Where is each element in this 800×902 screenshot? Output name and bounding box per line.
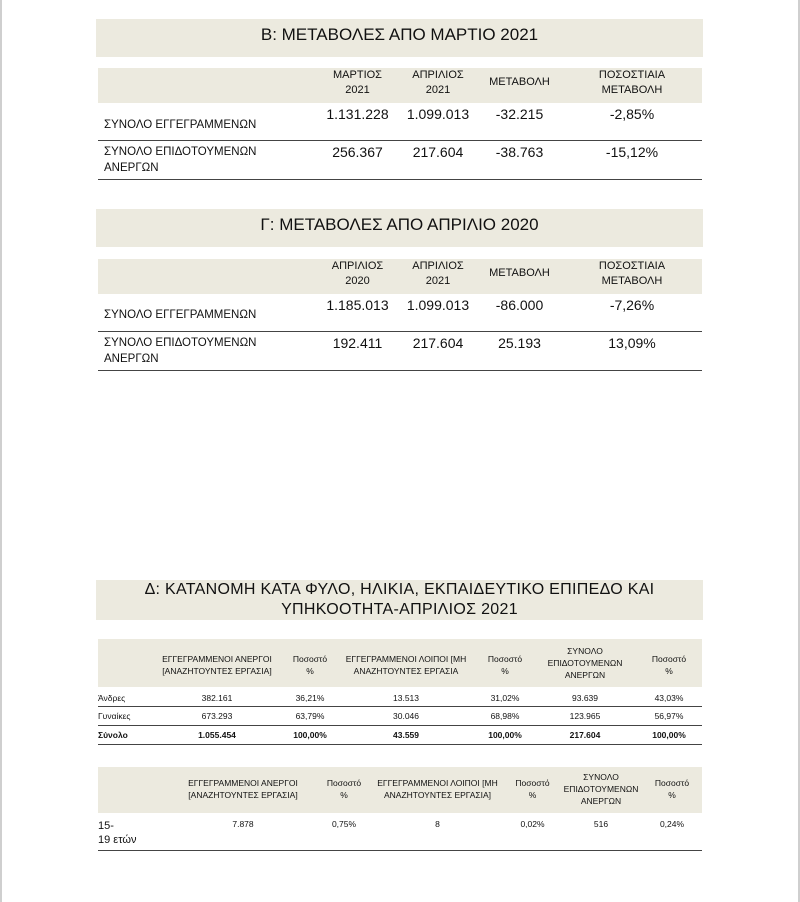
table-header-row	[98, 68, 702, 103]
section-b-title-band	[96, 19, 703, 57]
col-header: ΕΓΓΕΓΡΑΜΜΕΝΟΙ ΛΟΙΠΟΙ [ΜΗ ΑΝΑΖΗΤΟΥΝΤΕΣ ΕΡΓΑΣΙΑ]	[370, 767, 505, 813]
table-header-row	[98, 767, 702, 813]
col-header: ΜΕΤΑΒΟΛΗ	[477, 259, 562, 294]
gender-distribution-table	[98, 639, 702, 745]
section-c-title: Γ: ΜΕΤΑΒΟΛΕΣ ΑΠΟ ΑΠΡΙΛΙΟ 2020	[260, 215, 539, 234]
col-header: ΠΟΣΟΣΤΙΑΙΑ ΜΕΤΑΒΟΛΗ	[562, 68, 702, 103]
col-header: ΕΓΓΕΓΡΑΜΜΕΝΟΙ ΑΝΕΡΓΟΙ [ΑΝΑΖΗΤΟΥΝΤΕΣ ΕΡΓΑΣΙΑ]	[168, 767, 318, 813]
col-header: ΠΟΣΟΣΤΙΑΙΑ ΜΕΤΑΒΟΛΗ	[562, 259, 702, 294]
table-row: ΣΥΝΟΛΟ ΕΠΙΔΟΤΟΥΜΕΝΩΝ ΑΝΕΡΓΩΝ 256.367 217.604 -38.763 -15,12%	[98, 140, 702, 179]
col-header: ΜΑΡΤΙΟΣ 2021	[316, 68, 399, 103]
table-row: ΣΥΝΟΛΟ ΕΓΓΕΓΡΑΜΜΕΝΩΝ 1.131.228 1.099.013 -32.215 -2,85%	[98, 103, 702, 140]
col-header: ΕΓΓΕΓΡΑΜΜΕΝΟΙ ΛΟΙΠΟΙ [ΜΗ ΑΝΑΖΗΤΟΥΝΤΕΣ ΕΡΓΑΣΙΑ	[336, 639, 476, 687]
section-c-title-band	[96, 209, 703, 247]
col-header: Ποσοστό %	[505, 767, 560, 813]
col-header: Ποσοστό %	[636, 639, 702, 687]
section-b-title: Β: ΜΕΤΑΒΟΛΕΣ ΑΠΟ ΜΑΡΤΙΟ 2021	[260, 25, 539, 44]
section-d-title-line2: ΥΠΗΚΟΟΤΗΤΑ-ΑΠΡΙΛΙΟΣ 2021	[281, 601, 518, 618]
table-total-row: Σύνολο 1.055.454 100,00% 43.559 100,00% 217.604 100,00%	[98, 725, 702, 744]
col-header: Ποσοστό %	[642, 767, 702, 813]
table-row: Γυναίκες 673.293 63,79% 30.046 68,98% 123.965 56,97%	[98, 706, 702, 725]
col-header: ΜΕΤΑΒΟΛΗ	[477, 68, 562, 103]
age-distribution-table	[98, 767, 702, 851]
col-header: Ποσοστό %	[318, 767, 370, 813]
col-header: ΕΓΓΕΓΡΑΜΜΕΝΟΙ ΑΝΕΡΓΟΙ [ΑΝΑΖΗΤΟΥΝΤΕΣ ΕΡΓΑΣΙΑ]	[150, 639, 284, 687]
section-d-title-band	[96, 580, 703, 620]
col-header: ΑΠΡΙΛΙΟΣ 2021	[399, 259, 477, 294]
section-b-table	[98, 68, 702, 180]
section-d-title-line1: Δ: ΚΑΤΑΝΟΜΗ ΚΑΤΑ ΦΥΛΟ, ΗΛΙΚΙΑ, ΕΚΠΑΙΔΕΥΤΙΚΟ ΕΠΙΠΕΔΟ ΚΑΙ	[144, 581, 655, 598]
table-row: ΣΥΝΟΛΟ ΕΠΙΔΟΤΟΥΜΕΝΩΝ ΑΝΕΡΓΩΝ 192.411 217.604 25.193 13,09%	[98, 331, 702, 370]
col-header: ΣΥΝΟΛΟ ΕΠΙΔΟΤΟΥΜΕΝΩΝ ΑΝΕΡΓΩΝ	[560, 767, 642, 813]
table-row: 15- 19 ετών 7.878 0,75% 8 0,02% 516 0,24%	[98, 813, 702, 850]
table-header-row	[98, 639, 702, 687]
table-row: ΣΥΝΟΛΟ ΕΓΓΕΓΡΑΜΜΕΝΩΝ 1.185.013 1.099.013 -86.000 -7,26%	[98, 294, 702, 331]
table-row: Άνδρες 382.161 36,21% 13.513 31,02% 93.639 43,03%	[98, 687, 702, 706]
col-header: ΑΠΡΙΛΙΟΣ 2021	[399, 68, 477, 103]
col-header: ΣΥΝΟΛΟ ΕΠΙΔΟΤΟΥΜΕΝΩΝ ΑΝΕΡΓΩΝ	[534, 639, 636, 687]
page-left-edge	[0, 0, 2, 902]
col-header: Ποσοστό %	[476, 639, 534, 687]
col-header: Ποσοστό %	[284, 639, 336, 687]
col-header: ΑΠΡΙΛΙΟΣ 2020	[316, 259, 399, 294]
section-c-table	[98, 259, 702, 371]
table-header-row	[98, 259, 702, 294]
